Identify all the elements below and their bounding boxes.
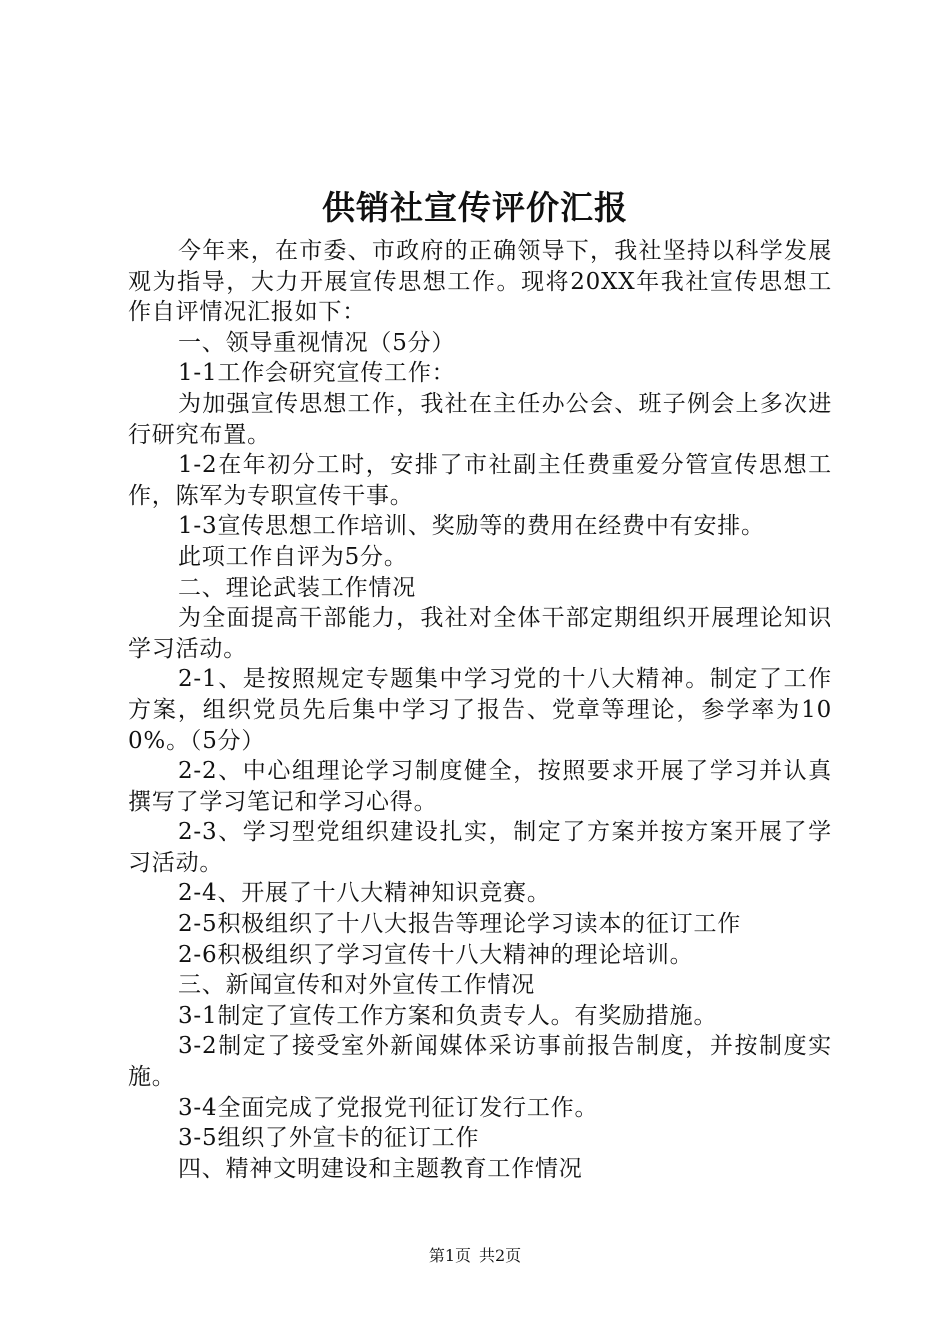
paragraph-item-2-5: 2-5积极组织了十八大报告等理论学习读本的征订工作 — [178, 911, 742, 938]
page-footer — [0, 1244, 950, 1268]
paragraph-item-3-4: 3-4全面完成了党报党刊征订发行工作。 — [178, 1094, 599, 1121]
paragraph-self-score: 此项工作自评为5分。 — [178, 543, 408, 570]
paragraph-item-3-2: 3-2制定了接受室外新闻媒体采访事前报告制度，并按制度实施。 — [128, 1033, 832, 1091]
paragraph-item-2-3: 2-3、学习型党组织建设扎实，制定了方案并按方案开展了学习活动。 — [128, 819, 832, 876]
page-number: 第1页 — [428, 1246, 471, 1265]
paragraph-item-3-1: 3-1制定了宣传工作方案和负责专人。有奖励措施。 — [178, 1002, 718, 1029]
document-body — [128, 236, 832, 1184]
section-heading-theory: 二、理论武装工作情况 — [178, 574, 416, 601]
paragraph-item-2-2: 2-2、中心组理论学习制度健全，按照要求开展了学习并认真撰写了学习笔记和学习心得。 — [128, 758, 832, 815]
paragraph-item-3-5: 3-5组织了外宣卡的征订工作 — [178, 1125, 480, 1152]
paragraph-item-1-1: 1-1工作会研究宣传工作： — [178, 360, 456, 387]
section-heading-publicity: 三、新闻宣传和对外宣传工作情况 — [178, 972, 535, 999]
paragraph-item-2-6: 2-6积极组织了学习宣传十八大精神的理论培训。 — [178, 941, 694, 968]
page-total: 共2页 — [479, 1246, 522, 1265]
section-heading-leadership: 一、领导重视情况（5分） — [178, 329, 456, 356]
paragraph-item-1-3: 1-3宣传思想工作培训、奖励等的费用在经费中有安排。 — [178, 513, 765, 540]
paragraph-theory-intro: 为全面提高干部能力，我社对全体干部定期组织开展理论知识学习活动。 — [128, 605, 832, 662]
section-heading-civilization: 四、精神文明建设和主题教育工作情况 — [178, 1155, 583, 1182]
paragraph-intro: 今年来，在市委、市政府的正确领导下，我社坚持以科学发展观为指导，大力开展宣传思想工作。现将20XX年我社宣传思想工作自评情况汇报如下： — [128, 238, 832, 326]
paragraph-item-1-2: 1-2在年初分工时，安排了市社副主任费重爱分管宣传思想工作，陈军为专职宣传干事。 — [128, 452, 832, 509]
paragraph-item-2-1: 2-1、是按照规定专题集中学习党的十八大精神。制定了工作方案，组织党员先后集中学习了报告、党章等理论，参学率为100%。（5分） — [128, 666, 832, 754]
paragraph-item-2-4: 2-4、开展了十八大精神知识竞赛。 — [178, 880, 551, 907]
paragraph-item-1-1-detail: 为加强宣传思想工作，我社在主任办公会、班子例会上多次进行研究布置。 — [128, 390, 832, 448]
document-title: 供销社宣传评价汇报 — [322, 188, 628, 227]
